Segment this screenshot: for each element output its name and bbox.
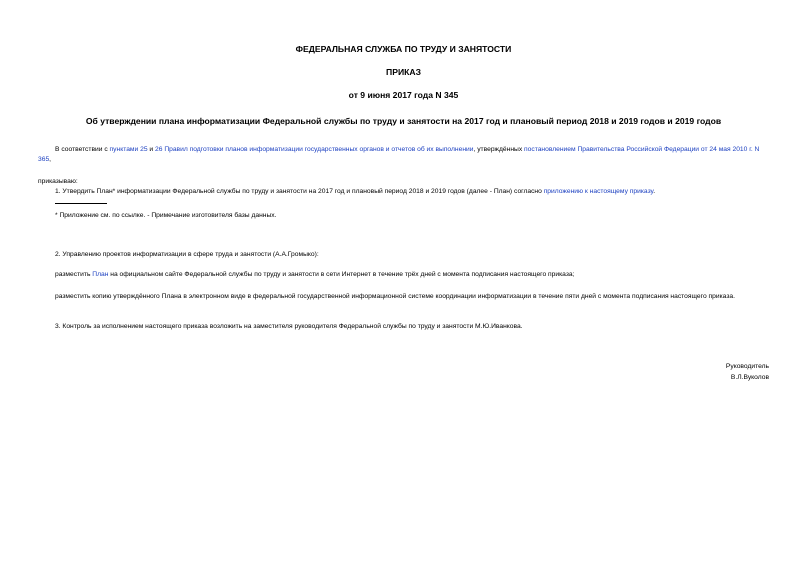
sub-item-1-text-2: на официальном сайте Федеральной службы по труду и занятости в сети Интернет в течение трёх дней с момента подписания настоящего приказа; bbox=[108, 271, 575, 278]
footnote: * Приложение см. по ссылке. - Примечание изготовителя базы данных. bbox=[55, 212, 277, 219]
date-number-heading: от 9 июня 2017 года N 345 bbox=[348, 90, 459, 100]
preamble-paragraph bbox=[38, 145, 768, 165]
item-1-paragraph bbox=[55, 187, 655, 197]
sub-item-1-text-1: разместить bbox=[55, 271, 93, 278]
doc-type-heading: ПРИКАЗ bbox=[386, 67, 421, 77]
order-word: приказываю: bbox=[38, 178, 78, 185]
signature-role: Руководитель bbox=[725, 363, 769, 370]
link-appendix[interactable]: приложению к настоящему приказу bbox=[543, 188, 654, 195]
document-title: Об утверждении плана информатизации Федеральной службы по труду и занятости на 2017 год и плановый период 2018 и 2019 годов и 2019 годов bbox=[85, 116, 722, 126]
sub-item-1-paragraph bbox=[55, 270, 574, 280]
item-1-end: . bbox=[653, 188, 656, 195]
preamble-text-1: В соответствии с bbox=[55, 146, 110, 153]
item-2-paragraph: 2. Управлению проектов информатизации в сфере труда и занятости (А.А.Громыко): bbox=[55, 251, 319, 258]
preamble-text-5: , bbox=[49, 156, 52, 163]
item-3-paragraph: 3. Контроль за исполнением настоящего приказа возложить на заместителя руководителя Федеральной службы по труду и занятости М.Ю.Иванкова. bbox=[55, 323, 523, 330]
sub-item-2-paragraph: разместить копию утверждённого Плана в электронном виде в федеральной государственной информационной системе координации информатизации в течение пяти дней с момента подписания настоящего приказа. bbox=[55, 293, 735, 300]
preamble-text-4: , утверждённых bbox=[473, 146, 525, 153]
link-plan[interactable]: План bbox=[92, 271, 109, 278]
agency-heading: ФЕДЕРАЛЬНАЯ СЛУЖБА ПО ТРУДУ И ЗАНЯТОСТИ bbox=[295, 44, 512, 54]
link-punkt-25[interactable]: пунктами 25 bbox=[109, 146, 148, 153]
link-government-decree[interactable]: постановлением Правительства Российской Федерации от 24 мая 2010 г. N 365 bbox=[38, 146, 760, 163]
footnote-divider bbox=[55, 203, 107, 204]
preamble-text-2: и bbox=[147, 146, 155, 153]
link-punkt-26[interactable]: 26 bbox=[155, 146, 163, 153]
link-rules[interactable]: Правил подготовки планов информатизации государственных органов и отчетов об их выполнении bbox=[164, 146, 474, 153]
signature-name: В.Л.Вуколов bbox=[730, 374, 769, 381]
item-1-text: 1. Утвердить План* информатизации Федеральной службы по труду и занятости на 2017 год и плановый период 2018 и 2019 годов (далее - План) согласно bbox=[55, 188, 544, 195]
